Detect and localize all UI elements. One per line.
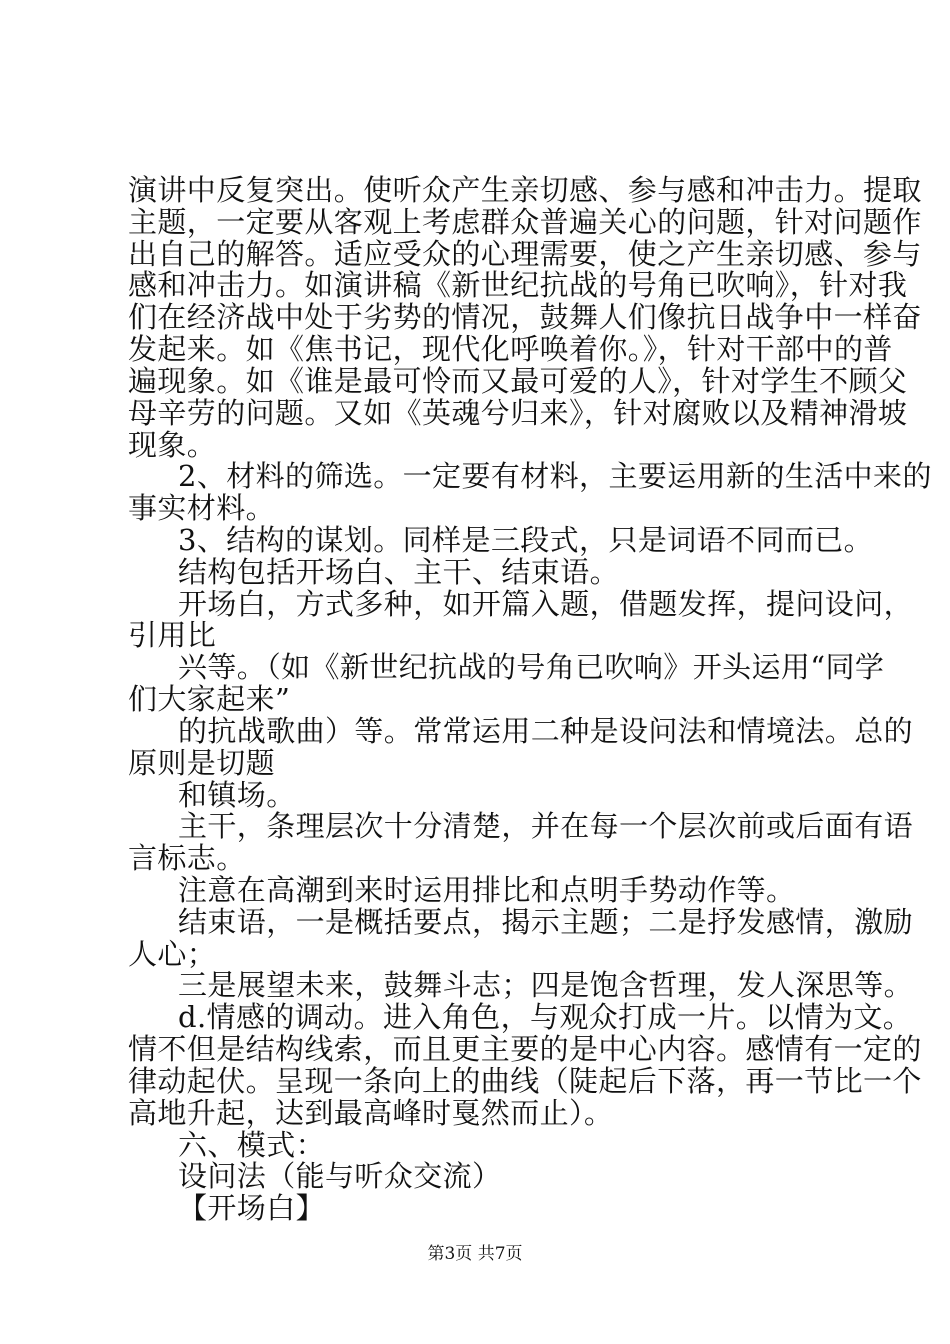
body-line: 律动起伏。呈现一条向上的曲线（陡起后下落，再一节比一个 bbox=[128, 1063, 922, 1098]
body-line: 演讲中反复突出。使听众产生亲切感、参与感和冲击力。提取 bbox=[128, 173, 922, 207]
body-line: 事实材料。 bbox=[128, 491, 276, 526]
body-line: 兴等。（如《新世纪抗战的号角已吹响》开头运用“同学 bbox=[178, 650, 885, 685]
body-line: 母辛劳的问题。又如《英魂兮归来》，针对腐败以及精神滑坡 bbox=[128, 395, 908, 430]
body-line: 结构包括开场白、主干、结束语。 bbox=[178, 554, 620, 589]
body-line: 和镇场。 bbox=[178, 777, 296, 812]
body-line: 2、材料的筛选。一定要有材料，主要运用新的生活中来的 bbox=[178, 459, 932, 494]
body-line: 三是展望未来，鼓舞斗志；四是饱含哲理，发人深思等。 bbox=[178, 968, 914, 1003]
body-line: 出自己的解答。适应受众的心理需要，使之产生亲切感、参与 bbox=[128, 236, 922, 271]
body-line: 【开场白】 bbox=[178, 1191, 326, 1226]
body-line: 主题，一定要从客观上考虑群众普遍关心的问题，针对问题作 bbox=[128, 204, 922, 239]
body-line: 人心； bbox=[128, 936, 217, 971]
body-line: 们大家起来” bbox=[128, 682, 291, 717]
body-line: 3、结构的谋划。同样是三段式，只是词语不同而已。 bbox=[178, 523, 874, 557]
body-line: d.情感的调动。进入角色，与观众打成一片。以情为文。 bbox=[178, 1000, 913, 1035]
body-line: 六、模式： bbox=[178, 1127, 326, 1162]
body-line: 引用比 bbox=[128, 618, 217, 653]
body-line: 现象。 bbox=[128, 427, 217, 462]
body-line: 注意在高潮到来时运用排比和点明手势动作等。 bbox=[178, 873, 796, 907]
body-line: 设问法（能与听众交流） bbox=[178, 1159, 502, 1194]
body-line: 开场白，方式多种，如开篇入题，借题发挥，提问设问， bbox=[178, 586, 914, 621]
body-line: 言标志。 bbox=[128, 841, 246, 876]
body-line: 原则是切题 bbox=[128, 745, 276, 780]
body-line: 情不但是结构线索，而且更主要的是中心内容。感情有一定的 bbox=[128, 1032, 922, 1067]
body-line: 遍现象。如《谁是最可怜而又最可爱的人》，针对学生不顾父 bbox=[128, 363, 908, 398]
body-line: 结束语，一是概括要点，揭示主题；二是抒发感情，激励 bbox=[178, 904, 914, 939]
page-footer: 第3页 共7页 bbox=[427, 1244, 523, 1264]
body-line: 主干，条理层次十分清楚，并在每一个层次前或后面有语 bbox=[178, 809, 914, 844]
body-line: 的抗战歌曲）等。常常运用二种是设问法和情境法。总的 bbox=[178, 713, 914, 748]
body-line: 们在经济战中处于劣势的情况，鼓舞人们像抗日战争中一样奋 bbox=[128, 300, 922, 335]
body-line: 高地升起，达到最高峰时戛然而止）。 bbox=[128, 1095, 614, 1130]
body-line: 感和冲击力。如演讲稿《新世纪抗战的号角已吹响》，针对我 bbox=[128, 268, 908, 303]
body-line: 发起来。如《焦书记，现代化呼唤着你。》，针对干部中的普 bbox=[128, 332, 893, 367]
